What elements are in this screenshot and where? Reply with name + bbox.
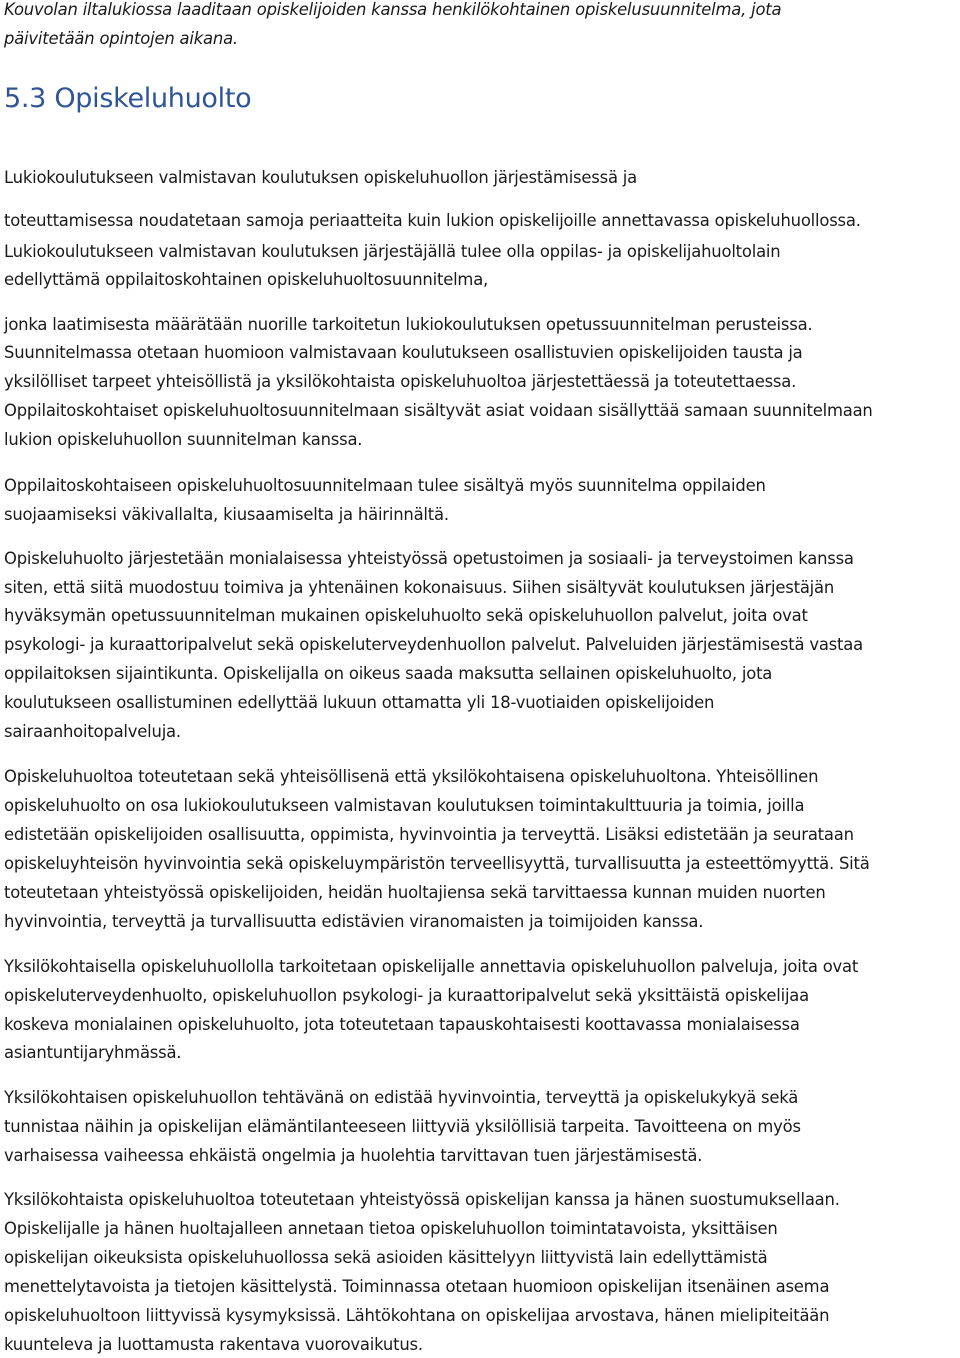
paragraph-line: varhaisessa vaiheessa ehkäistä ongelmia ja huolehtia tarvittavan tuen järjestämisestä.	[4, 1146, 703, 1165]
intro-line: päivitetään opintojen aikana.	[4, 29, 238, 48]
paragraph-line: hyvinvointia, terveyttä ja turvallisuutta edistävien viranomaisten ja toimijoiden kanssa.	[4, 912, 704, 931]
paragraph-line: menettelytavoista ja tietojen käsittelystä. Toiminnassa otetaan huomioon opiskelijan itsenäinen asema	[4, 1277, 830, 1296]
paragraph-line: kuunteleva ja luottamusta rakentava vuorovaikutus.	[4, 1335, 423, 1354]
paragraph-line: psykologi- ja kuraattoripalvelut sekä opiskeluterveydenhuollon palvelut. Palveluiden järjestämisestä vastaa	[4, 635, 863, 654]
section-heading: 5.3 Opiskeluhuolto	[4, 83, 252, 114]
paragraph-line: hyväksymän opetussuunnitelman mukainen opiskeluhuolto sekä opiskeluhuollon palvelut, joita ovat	[4, 606, 808, 625]
paragraph-line: koskeva monialainen opiskeluhuolto, jota toteutetaan tapauskohtaisesti koottavassa monialaisessa	[4, 1015, 800, 1034]
paragraph-line: opiskelijan oikeuksista opiskeluhuollossa sekä asioiden käsittelyyn liittyvistä lain edellyttämistä	[4, 1248, 768, 1267]
paragraph-line: Lukiokoulutukseen valmistavan koulutuksen opiskeluhuollon järjestämisessä ja	[4, 168, 638, 187]
paragraph-line: edellyttämä oppilaitoskohtainen opiskeluhuoltosuunnitelma,	[4, 270, 489, 289]
paragraph-line: Oppilaitoskohtaiseen opiskeluhuoltosuunnitelmaan tulee sisältyä myös suunnitelma oppilaiden	[4, 476, 766, 495]
paragraph-line: Yksilökohtaisella opiskeluhuollolla tarkoitetaan opiskelijalle annettavia opiskeluhuollon palveluja, joita ovat	[4, 957, 859, 976]
paragraph-line: Opiskeluhuoltoa toteutetaan sekä yhteisöllisenä että yksilökohtaisena opiskeluhuoltona. Yhteisöllinen	[4, 767, 819, 786]
paragraph-line: Suunnitelmassa otetaan huomioon valmistavaan koulutukseen osallistuvien opiskelijoiden tausta ja	[4, 343, 803, 362]
paragraph-line: yksilölliset tarpeet yhteisöllistä ja yksilökohtaista opiskeluhuoltoa järjestettäessä ja toteutettaessa.	[4, 372, 797, 391]
paragraph-line: opiskeluhuolto on osa lukiokoulutukseen valmistavan koulutuksen toimintakulttuuria ja toimia, joilla	[4, 796, 805, 815]
paragraph-line: oppilaitoksen sijaintikunta. Opiskelijalla on oikeus saada maksutta sellainen opiskeluhuolto, jota	[4, 664, 773, 683]
paragraph-line: opiskeluterveydenhuolto, opiskeluhuollon psykologi- ja kuraattoripalvelut sekä yksittäistä opiskelijaa	[4, 986, 809, 1005]
paragraph-line: Yksilökohtaisen opiskeluhuollon tehtävänä on edistää hyvinvointia, terveyttä ja opiskelukykyä sekä	[4, 1088, 799, 1107]
paragraph-line: siten, että siitä muodostuu toimiva ja yhtenäinen kokonaisuus. Siihen sisältyvät koulutuksen järjestäjän	[4, 578, 835, 597]
paragraph-line: Oppilaitoskohtaiset opiskeluhuoltosuunnitelmaan sisältyvät asiat voidaan sisällyttää samaan suunnitelmaan	[4, 401, 873, 420]
paragraph-line: Yksilökohtaista opiskeluhuoltoa toteutetaan yhteistyössä opiskelijan kanssa ja hänen suostumuksellaan.	[4, 1190, 840, 1209]
paragraph-line: Opiskeluhuolto järjestetään monialaisessa yhteistyössä opetustoimen ja sosiaali- ja terveystoimen kanssa	[4, 549, 854, 568]
paragraph-line: toteuttamisessa noudatetaan samoja periaatteita kuin lukion opiskelijoille annettavassa opiskeluhuollossa.	[4, 211, 861, 230]
paragraph-line: opiskeluhuoltoon liittyvissä kysymyksissä. Lähtökohtana on opiskelijaa arvostava, hänen mielipiteitään	[4, 1306, 830, 1325]
paragraph-line: tunnistaa näihin ja opiskelijan elämäntilanteeseen liittyviä yksilöllisiä tarpeita. Tavoitteena on myös	[4, 1117, 801, 1136]
paragraph-line: toteutetaan yhteistyössä opiskelijoiden, heidän huoltajiensa sekä tarvittaessa kunnan muiden nuorten	[4, 883, 826, 902]
paragraph-line: koulutukseen osallistuminen edellyttää lukuun ottamatta yli 18-vuotiaiden opiskelijoiden	[4, 693, 715, 712]
paragraph-line: opiskeluyhteisön hyvinvointia sekä opiskeluympäristön terveellisyyttä, turvallisuutta ja esteettömyyttä. Sitä	[4, 854, 870, 873]
paragraph-line: Lukiokoulutukseen valmistavan koulutuksen järjestäjällä tulee olla oppilas- ja opiskelijahuoltolain	[4, 242, 781, 261]
paragraph-line: Opiskelijalle ja hänen huoltajalleen annetaan tietoa opiskeluhuollon toimintatavoista, yksittäisen	[4, 1219, 778, 1238]
paragraph-line: jonka laatimisesta määrätään nuorille tarkoitetun lukiokoulutuksen opetussuunnitelman perusteissa.	[4, 315, 813, 334]
paragraph-line: lukion opiskeluhuollon suunnitelman kanssa.	[4, 430, 363, 449]
intro-line: Kouvolan iltalukiossa laaditaan opiskelijoiden kanssa henkilökohtainen opiskelusuunnitelma, jota	[4, 0, 782, 19]
paragraph-line: asiantuntijaryhmässä.	[4, 1043, 182, 1062]
paragraph-line: edistetään opiskelijoiden osallisuutta, oppimista, hyvinvointia ja terveyttä. Lisäksi edistetään ja seurataan	[4, 825, 854, 844]
paragraph-line: sairaanhoitopalveluja.	[4, 722, 181, 741]
paragraph-line: suojaamiseksi väkivallalta, kiusaamiselta ja häirinnältä.	[4, 505, 449, 524]
